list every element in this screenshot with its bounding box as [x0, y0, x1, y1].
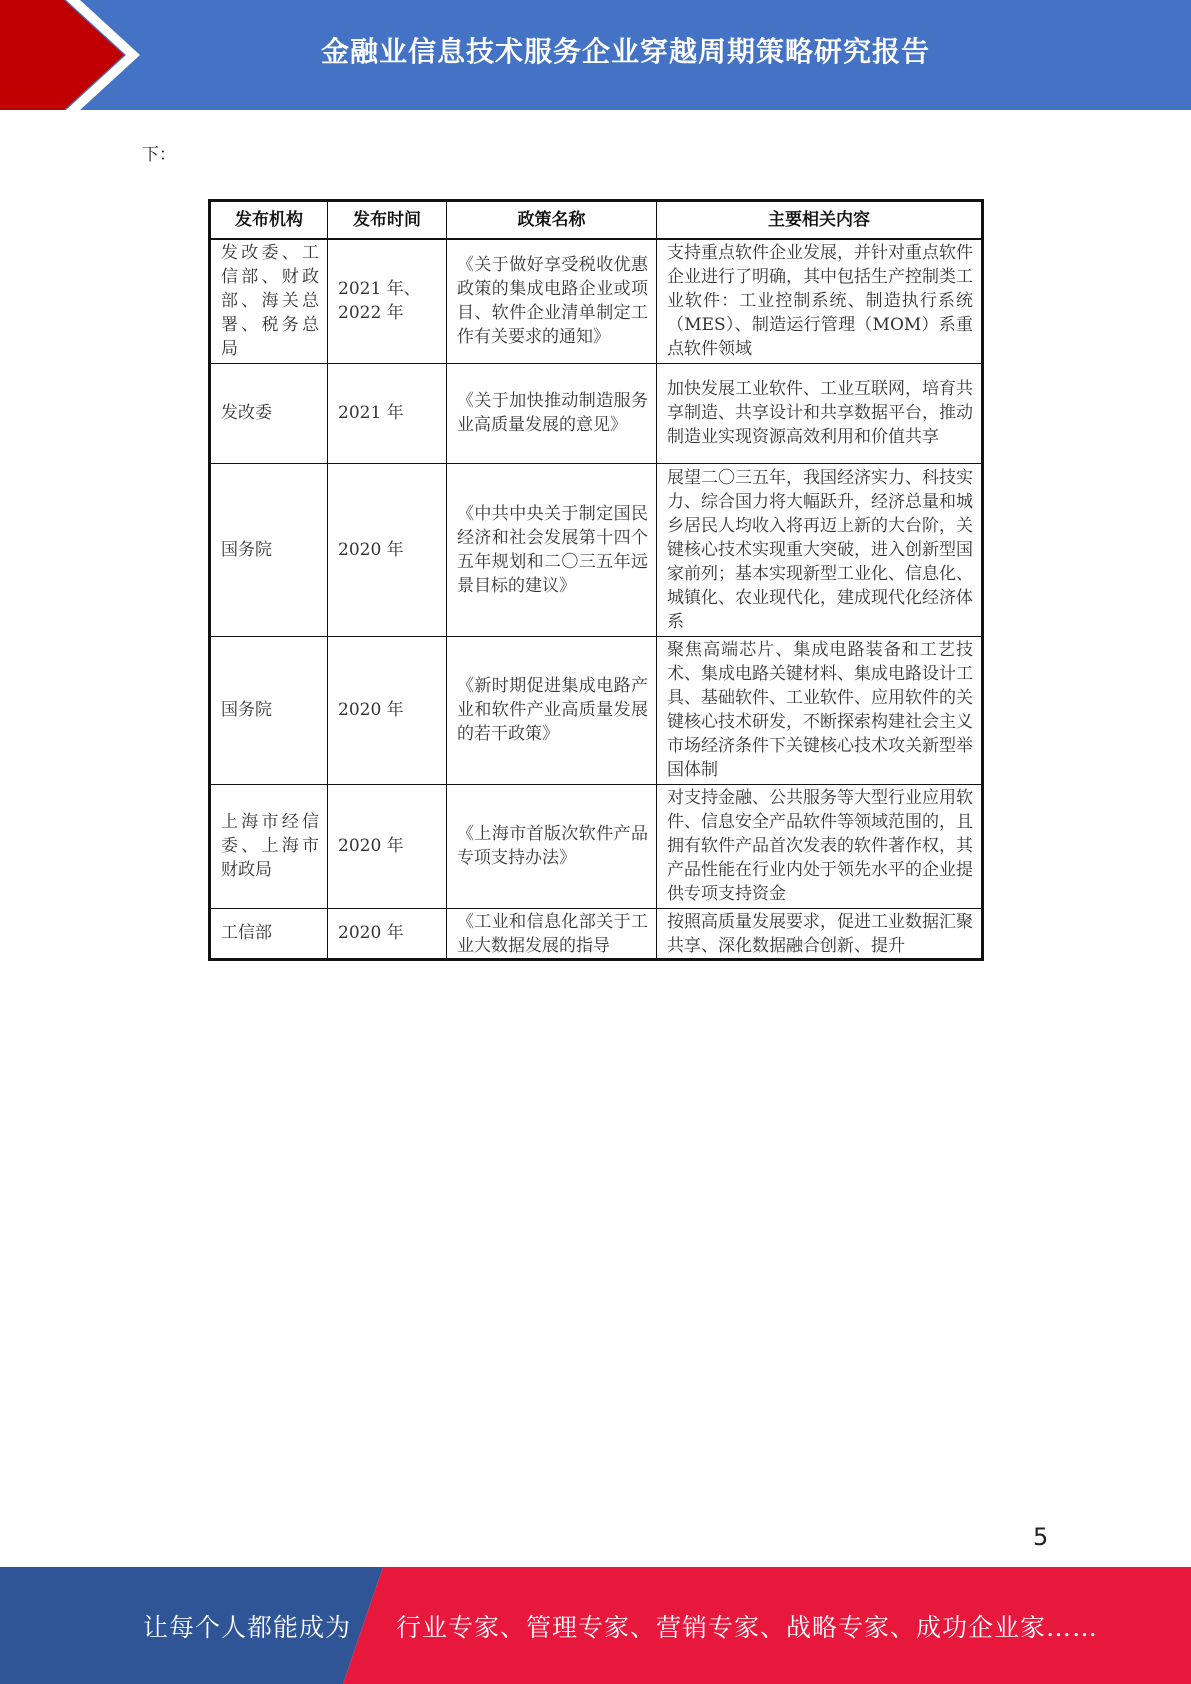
- policy-table: [208, 199, 984, 961]
- column-header-policy: 政策名称: [447, 201, 657, 240]
- cell-policy: 《关于加快推动制造服务业高质量发展的意见》: [447, 363, 657, 463]
- report-title: 金融业信息技术服务企业穿越周期策略研究报告: [320, 35, 930, 68]
- cell-time: 2021 年、2022 年: [328, 239, 447, 363]
- cell-content: 加快发展工业软件、工业互联网，培育共享制造、共享设计和共享数据平台，推动制造业实现资源高效利用和价值共享: [657, 363, 983, 463]
- cell-policy: [447, 908, 657, 959]
- table-row: [210, 463, 983, 636]
- table-row: [210, 908, 983, 959]
- cell-content-text: 按照高质量发展要求，促进工业数据汇聚共享、深化数据融合创新、提升: [667, 911, 973, 956]
- cell-content: 对支持金融、公共服务等大型行业应用软件、信息安全产品软件等领域范围的，且拥有软件产品首次发表的软件著作权，其产品性能在行业内处于领先水平的企业提供专项支持资金: [657, 784, 983, 908]
- cell-time: 2020 年: [328, 784, 447, 908]
- table-row: [210, 636, 983, 784]
- cell-policy: 《新时期促进集成电路产业和软件产业高质量发展的若干政策》: [447, 636, 657, 784]
- cell-time-text: 2020 年: [338, 922, 404, 943]
- column-header-time: 发布时间: [328, 201, 447, 240]
- cell-policy-text: 《工业和信息化部关于工业大数据发展的指导: [457, 911, 648, 956]
- cell-content: [657, 908, 983, 959]
- cell-policy: 《中共中央关于制定国民经济和社会发展第十四个五年规划和二〇三五年远景目标的建议》: [447, 463, 657, 636]
- cell-policy: 《上海市首版次软件产品专项支持办法》: [447, 784, 657, 908]
- cell-org: [210, 908, 328, 959]
- footer-slogan-left: 让每个人都能成为: [143, 1612, 352, 1642]
- cell-time: 2021 年: [328, 363, 447, 463]
- cell-org: 上海市经信委、上海市财政局: [210, 784, 328, 908]
- table-row: [210, 784, 983, 908]
- footer-slogan-right: 行业专家、管理专家、营销专家、战略专家、成功企业家……: [396, 1612, 1099, 1642]
- table-row: [210, 239, 983, 363]
- intro-text: 下：: [142, 145, 176, 165]
- cell-org: 国务院: [210, 463, 328, 636]
- cell-time: 2020 年: [328, 463, 447, 636]
- cell-content: 支持重点软件企业发展，并针对重点软件企业进行了明确，其中包括生产控制类工业软件：工业控制系统、制造执行系统 （MES）、制造运行管理（MOM）系重点软件领域: [657, 239, 983, 363]
- cell-content: 展望二〇三五年，我国经济实力、科技实力、综合国力将大幅跃升，经济总量和城乡居民人均收入将再迈上新的大台阶，关键核心技术实现重大突破，进入创新型国家前列；基本实现新型工业化、信息化、城镇化、农业现代化，建成现代化经济体系: [657, 463, 983, 636]
- column-header-org: 发布机构: [210, 201, 328, 240]
- cell-time: [328, 908, 447, 959]
- cell-time: 2020 年: [328, 636, 447, 784]
- cell-org: 国务院: [210, 636, 328, 784]
- cell-org: 发改委: [210, 363, 328, 463]
- cell-org-text: 工信部: [221, 922, 272, 943]
- page-footer: [0, 1567, 1191, 1684]
- table-header-row: [210, 201, 983, 240]
- page-header: [0, 0, 1191, 110]
- column-header-content: 主要相关内容: [657, 201, 983, 240]
- cell-content: 聚焦高端芯片、集成电路装备和工艺技术、集成电路关键材料、集成电路设计工具、基础软件、工业软件、应用软件的关键核心技术研发，不断探索构建社会主义市场经济条件下关键核心技术攻关新型举国体制: [657, 636, 983, 784]
- cell-policy: 《关于做好享受税收优惠政策的集成电路企业或项目、软件企业清单制定工作有关要求的通知》: [447, 239, 657, 363]
- table-row: [210, 363, 983, 463]
- cell-org: 发改委、工信部、财政部、海关总署、税务总局: [210, 239, 328, 363]
- page-number: 5: [1033, 1523, 1049, 1551]
